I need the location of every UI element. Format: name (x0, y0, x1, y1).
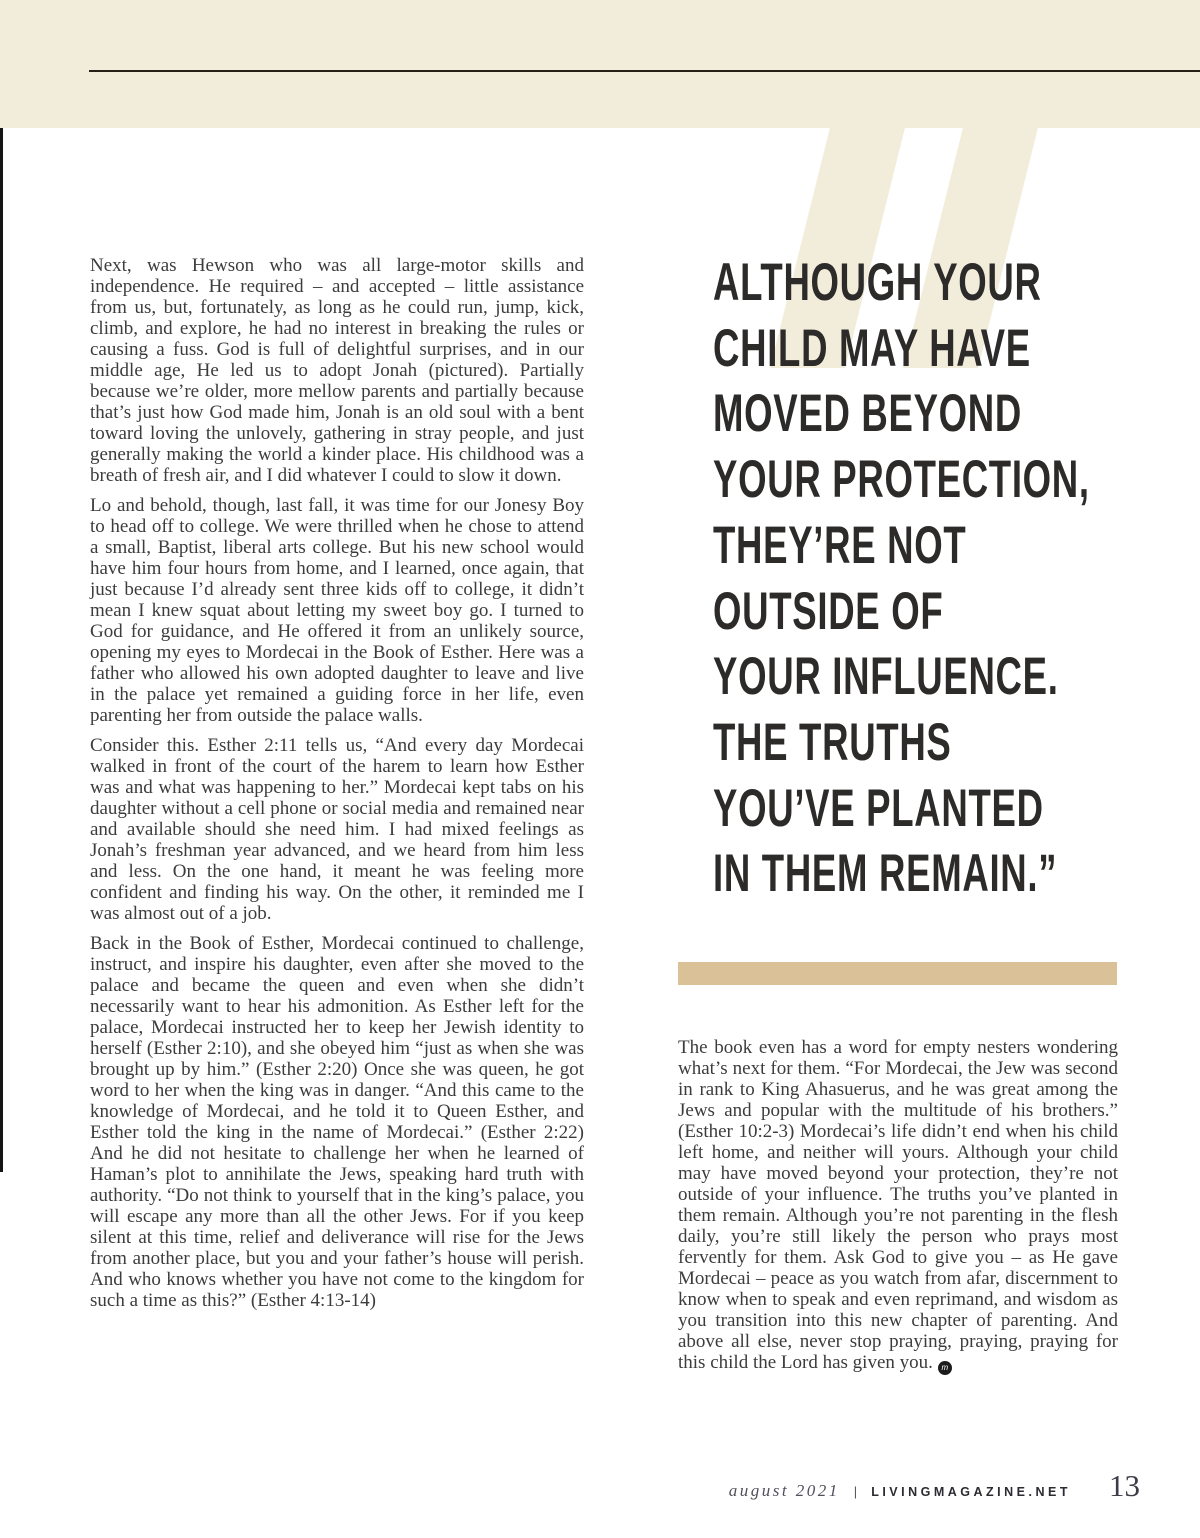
pull-quote-line: IN THEM REMAIN.” (713, 844, 1058, 904)
footer-issue-date: august 2021 (728, 1481, 840, 1500)
body-paragraph-text: The book even has a word for empty nesters wondering what’s next for them. “For Mordecai, the Jew was second in rank to King Ahasuerus, and he was great among the Jews and popular with the multitude of his brothers.” (Esther 10:2-3) Mordecai’s life didn’t end when his child left home, and neither will yours. Although your child may have moved beyond your protection, they’re not outside of your influence. The truths you’ve planted in them remain. Although you’re not parenting in the flesh daily, you’re still likely the person who prays most fervently for them. Ask God to give you – as He gave Mordecai – peace as you watch from afar, discernment to know when to speak and even reprimand, and wisdom as you transition into this new chapter of parenting. And above all else, never stop praying, praying, praying for this child the Lord has given you. (678, 1037, 1118, 1373)
right-text-column (678, 1037, 1118, 1375)
body-paragraph: Consider this. Esther 2:11 tells us, “And every day Mordecai walked in front of the court of the harem to learn how Esther was and what was happening to her.” Mordecai kept tabs on his daughter without a cell phone or social media and remained near and available should she need him. I had mixed feelings as Jonah’s freshman year advanced, and we heard from him less and less. On the one hand, it meant he was feeling more confident and finding his way. On the other, it reminded me I was almost out of a job. (90, 735, 584, 924)
footer-website: LIVINGMAGAZINE.NET (871, 1485, 1071, 1499)
pull-quote-line: YOU’VE PLANTED (713, 778, 1044, 838)
pull-quote-line: THE TRUTHS (713, 712, 952, 772)
footer-separator: | (853, 1484, 858, 1499)
end-of-article-icon: m (938, 1361, 952, 1375)
pull-quote (713, 250, 1141, 907)
body-paragraph: Lo and behold, though, last fall, it was time for our Jonesy Boy to head off to college. We were thrilled when he chose to attend a small, Baptist, liberal arts college. But his new school would have him four hours from home, and I learned, once again, that just because I’d already sent three kids off to college, it didn’t mean I knew squat about letting my sweet boy go. I turned to God for guidance, and He offered it from an unlikely source, opening my eyes to Mordecai in the Book of Esther. Here was a father who allowed his own adopted daughter to leave and live in the palace yet remained a guiding force in her life, even parenting her from outside the palace walls. (90, 495, 584, 726)
pull-quote-line: CHILD MAY HAVE (713, 318, 1031, 378)
top-horizontal-rule (89, 70, 1200, 72)
page-footer (0, 1468, 1140, 1504)
left-text-column (90, 255, 584, 1320)
pull-quote-line: ALTHOUGH YOUR (713, 253, 1042, 312)
pull-quote-line: THEY’RE NOT (713, 515, 967, 575)
pull-quote-line: MOVED BEYOND (713, 384, 1023, 444)
tan-divider-bar (678, 962, 1117, 985)
pull-quote-line: OUTSIDE OF (713, 581, 944, 641)
page-number: 13 (1109, 1468, 1140, 1503)
body-paragraph: Next, was Hewson who was all large-motor skills and independence. He required – and accepted – little assistance from us, but, fortunately, as long as he could run, jump, kick, climb, and explore, he had no interest in breaking the rules or causing a fuss. God is full of delightful surprises, and in our middle age, He led us to adopt Jonah (pictured). Partially because we’re older, more mellow parents and partially because that’s just how God made him, Jonah is an old soul with a bent toward loving the unlovely, gathering in stray people, and just generally making the world a kinder place. His childhood was a breath of fresh air, and I did whatever I could to slow it down. (90, 255, 584, 486)
left-page-edge-strip (0, 128, 3, 1172)
pull-quote-line: YOUR PROTECTION, (713, 450, 1090, 510)
body-paragraph: Back in the Book of Esther, Mordecai continued to challenge, instruct, and inspire his daughter, even after she moved to the palace and became the queen and even when she didn’t necessarily want to hear his admonition. As Esther left for the palace, Mordecai instructed her to keep her Jewish identity to herself (Esther 2:10), and she obeyed him “just as when she was brought up by him.” (Esther 2:20) Once she was queen, he got word to her when the king was in danger. “And this came to the knowledge of Mordecai, and he told it to Queen Esther, and Esther told the king in the name of Mordecai.” (Esther 2:22) And he did not hesitate to challenge her when he learned of Haman’s plot to annihilate the Jews, speaking hard truth with authority. “Do not think to yourself that in the king’s palace, you will escape any more than all the other Jews. For if you keep silent at this time, relief and deliverance will rise for the Jews from another place, but you and your father’s house will perish. And who knows whether you have not come to the kingdom for such a time as this?” (Esther 4:13-14) (90, 933, 584, 1311)
pull-quote-line: YOUR INFLUENCE. (713, 647, 1059, 707)
body-paragraph (678, 1037, 1118, 1375)
top-cream-band (0, 0, 1200, 128)
